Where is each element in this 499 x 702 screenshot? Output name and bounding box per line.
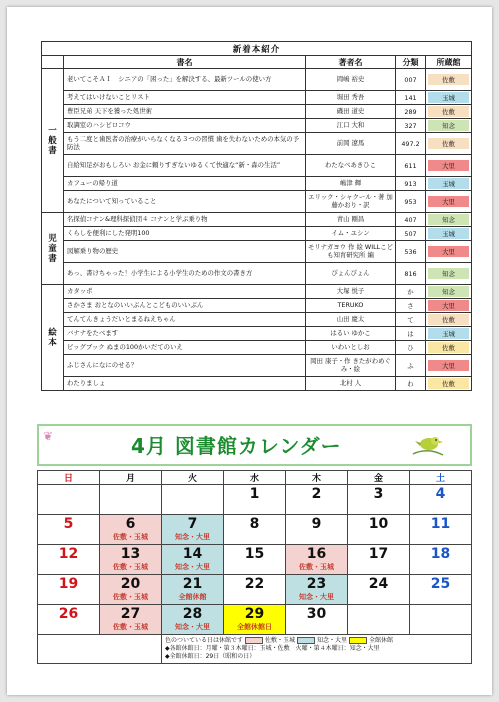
closure-note: 佐敷・玉城 — [113, 533, 148, 541]
class-header: 分類 — [396, 56, 426, 69]
book-class: さ — [396, 299, 426, 313]
day-number: 2 — [311, 486, 322, 502]
calendar-grid — [37, 470, 472, 664]
day-number: 8 — [249, 516, 260, 532]
location-badge: 知念 — [428, 214, 469, 225]
book-row — [42, 241, 472, 263]
book-title: 取調室のハシビロコウ — [64, 119, 306, 133]
day-number: 30 — [306, 606, 327, 622]
calendar-day — [162, 605, 224, 635]
book-title: 豊臣兄弟 天下を獲った処世術 — [64, 105, 306, 119]
book-title: くらしを便利にした発明100 — [64, 227, 306, 241]
day-number: 7 — [187, 516, 198, 532]
flyer-page — [7, 7, 492, 695]
legend-pink-label: 佐敷・玉城 — [265, 637, 296, 644]
location-badge: 大里 — [428, 196, 469, 207]
book-author: 大塚 悦子 — [306, 285, 396, 299]
book-class: 497.2 — [396, 133, 426, 155]
category-label-text: 一般書 — [48, 125, 57, 156]
day-number: 4 — [435, 486, 446, 502]
location-badge: 佐敷 — [428, 378, 469, 389]
bird-icon — [411, 434, 445, 456]
book-location — [426, 227, 472, 241]
book-row — [42, 191, 472, 213]
closure-note: 全館休館 — [178, 593, 207, 601]
closure-note: 知念・大里 — [175, 533, 210, 541]
closure-note: 知念・大里 — [175, 623, 210, 631]
book-location — [426, 377, 472, 391]
location-badge: 大里 — [428, 360, 469, 371]
book-class: 816 — [396, 263, 426, 285]
book-location — [426, 327, 472, 341]
book-author: ぴょんぴょん — [306, 263, 396, 285]
legend-line-1: ◆各館休館日：月曜・第３木曜日：玉城・佐敷 火曜・第４木曜日：知念・大里 — [165, 645, 380, 652]
book-location — [426, 191, 472, 213]
calendar-day — [38, 515, 100, 545]
book-title: あなたについて知っていること — [64, 191, 306, 213]
book-location — [426, 341, 472, 355]
day-number: 19 — [58, 576, 79, 592]
day-number: 21 — [182, 576, 203, 592]
book-row — [42, 341, 472, 355]
closure-note: 佐敷・玉城 — [113, 623, 148, 631]
calendar-day — [162, 575, 224, 605]
book-author: 前岡 遼馬 — [306, 133, 396, 155]
calendar-day — [410, 575, 472, 605]
book-row — [42, 313, 472, 327]
book-title: 名探偵コナン&理科探偵団４ コナンと学ぶ乗り物 — [64, 213, 306, 227]
legend-lead: 色のついている日は休館です — [165, 637, 244, 644]
location-badge: 玉城 — [428, 328, 469, 339]
weekday-header: 水 — [224, 471, 286, 485]
location-badge: 大里 — [428, 160, 469, 171]
calendar-day — [162, 545, 224, 575]
calendar-header — [37, 424, 472, 466]
day-number: 11 — [430, 516, 451, 532]
day-number: 12 — [58, 546, 79, 562]
book-location — [426, 299, 472, 313]
calendar-day — [348, 485, 410, 515]
day-number: 5 — [63, 516, 74, 532]
calendar-day — [224, 485, 286, 515]
legend-swatch-yellow — [349, 637, 367, 644]
day-number: 3 — [373, 486, 384, 502]
legend-line-2: ◆全館休館日：29日（昭和の日） — [165, 653, 256, 660]
calendar-day — [410, 605, 472, 635]
book-location — [426, 213, 472, 227]
weekday-header: 土 — [410, 471, 472, 485]
book-location — [426, 263, 472, 285]
location-badge: 玉城 — [428, 92, 469, 103]
book-row — [42, 377, 472, 391]
day-number: 6 — [125, 516, 136, 532]
location-badge: 佐敷 — [428, 138, 469, 149]
closure-note: 知念・大里 — [175, 563, 210, 571]
calendar-day — [224, 575, 286, 605]
book-title: 考えてはいけないことリスト — [64, 91, 306, 105]
section-title: 新着本紹介 — [42, 42, 472, 56]
calendar-day — [100, 575, 162, 605]
book-row — [42, 69, 472, 91]
calendar-day — [286, 545, 348, 575]
book-row — [42, 155, 472, 177]
calendar-day — [286, 515, 348, 545]
weekday-header: 月 — [100, 471, 162, 485]
calendar-day — [162, 515, 224, 545]
book-row — [42, 91, 472, 105]
day-number: 29 — [244, 606, 265, 622]
calendar-day — [348, 545, 410, 575]
book-title: ビッグブック ぬまの100かいだてのいえ — [64, 341, 306, 355]
calendar-day — [38, 575, 100, 605]
location-badge: 佐敷 — [428, 106, 469, 117]
book-row — [42, 213, 472, 227]
book-row — [42, 133, 472, 155]
calendar-day — [348, 515, 410, 545]
calendar-day — [224, 545, 286, 575]
book-row — [42, 299, 472, 313]
location-badge: 大里 — [428, 300, 469, 311]
book-location — [426, 313, 472, 327]
book-title: わたりましょ — [64, 377, 306, 391]
calendar-day — [38, 545, 100, 575]
closure-note: 佐敷・玉城 — [113, 563, 148, 571]
calendar-day — [410, 485, 472, 515]
calendar-title: 4月 図書館カレンダー — [131, 434, 342, 458]
book-class: て — [396, 313, 426, 327]
book-class: ふ — [396, 355, 426, 377]
book-class: 507 — [396, 227, 426, 241]
category-label — [42, 213, 64, 285]
weekday-header: 木 — [286, 471, 348, 485]
book-author: モリナガヨウ 作 絵 WILLこども知育研究所 編 — [306, 241, 396, 263]
book-author: 北村 人 — [306, 377, 396, 391]
book-title: 自給知足がおもしろい お金に頼りすぎないゆるくて快適な“新・森の生活” — [64, 155, 306, 177]
book-class: 407 — [396, 213, 426, 227]
day-number: 26 — [58, 606, 79, 622]
book-author: 岡田 康子・作 きたがわめぐみ・絵 — [306, 355, 396, 377]
book-location — [426, 91, 472, 105]
book-class: 611 — [396, 155, 426, 177]
legend-swatch-teal — [297, 637, 315, 644]
library-calendar — [37, 424, 472, 666]
location-badge: 知念 — [428, 268, 469, 279]
book-class: か — [396, 285, 426, 299]
book-class: 953 — [396, 191, 426, 213]
calendar-day — [162, 485, 224, 515]
book-location — [426, 133, 472, 155]
book-author: 嶋津 輝 — [306, 177, 396, 191]
closure-note: 全館休館日 — [237, 623, 272, 631]
legend-yellow-label: 全館休館 — [369, 637, 394, 644]
book-row — [42, 227, 472, 241]
location-header: 所蔵館 — [426, 56, 472, 69]
book-class: は — [396, 327, 426, 341]
book-author: わたなべあきひこ — [306, 155, 396, 177]
legend-spacer — [38, 635, 162, 664]
day-number: 27 — [120, 606, 141, 622]
book-author: TERUKO — [306, 299, 396, 313]
day-number: 24 — [368, 576, 389, 592]
day-number: 10 — [368, 516, 389, 532]
calendar-day — [410, 545, 472, 575]
day-number: 20 — [120, 576, 141, 592]
book-title: カフューの帰り道 — [64, 177, 306, 191]
day-number: 15 — [244, 546, 265, 562]
book-title: バナナをたべます — [64, 327, 306, 341]
book-author: 岡嶋 裕史 — [306, 69, 396, 91]
calendar-day — [410, 515, 472, 545]
book-author: いわいとしお — [306, 341, 396, 355]
book-row — [42, 177, 472, 191]
day-number: 1 — [249, 486, 260, 502]
book-row — [42, 285, 472, 299]
calendar-day — [100, 605, 162, 635]
book-row — [42, 263, 472, 285]
day-number: 17 — [368, 546, 389, 562]
book-class: わ — [396, 377, 426, 391]
book-row — [42, 327, 472, 341]
category-label — [42, 285, 64, 391]
calendar-day — [348, 575, 410, 605]
category-label-text: 児童書 — [48, 233, 57, 264]
location-badge: 大里 — [428, 246, 469, 257]
new-books-table — [41, 41, 472, 391]
book-title: 老いてこそＡＩ シニアの「困った」を解決する、最新ツールの使い方 — [64, 69, 306, 91]
location-badge: 玉城 — [428, 228, 469, 239]
location-badge: 佐敷 — [428, 342, 469, 353]
book-class: 141 — [396, 91, 426, 105]
title-header: 書名 — [64, 56, 306, 69]
calendar-day — [100, 545, 162, 575]
book-location — [426, 69, 472, 91]
calendar-day — [100, 485, 162, 515]
book-title: さかさま おとなのいいぶんとこどものいいぶん — [64, 299, 306, 313]
calendar-day — [100, 515, 162, 545]
calendar-day — [38, 605, 100, 635]
location-badge: 佐敷 — [428, 74, 469, 85]
book-author: 江口 大和 — [306, 119, 396, 133]
book-author: はるい ゆかこ — [306, 327, 396, 341]
weekday-header: 日 — [38, 471, 100, 485]
flourish-icon: ❦ — [43, 429, 54, 443]
category-label-text: 絵本 — [48, 327, 57, 348]
book-row — [42, 119, 472, 133]
book-class: 327 — [396, 119, 426, 133]
location-badge: 佐敷 — [428, 314, 469, 325]
book-title: ふじさんになにのせる？ — [64, 355, 306, 377]
book-author: 堀田 秀吾 — [306, 91, 396, 105]
location-badge: 知念 — [428, 286, 469, 297]
book-class: 289 — [396, 105, 426, 119]
category-header — [42, 56, 64, 69]
book-class: 536 — [396, 241, 426, 263]
day-number: 16 — [306, 546, 327, 562]
book-title: あっ、書けちゃった！小学生による小学生のための作文の書き方 — [64, 263, 306, 285]
weekday-header: 火 — [162, 471, 224, 485]
calendar-day — [224, 605, 286, 635]
closure-note: 佐敷・玉城 — [113, 593, 148, 601]
calendar-day — [38, 485, 100, 515]
book-title: 図解乗り物の歴史 — [64, 241, 306, 263]
category-label — [42, 69, 64, 213]
book-author: 青山 剛昌 — [306, 213, 396, 227]
author-header: 著者名 — [306, 56, 396, 69]
book-title: もう二度と歯医者の治療がいらなくなる３つの習慣 歯を失わないための本気の予防法 — [64, 133, 306, 155]
closure-note: 知念・大里 — [299, 593, 334, 601]
location-badge: 知念 — [428, 120, 469, 131]
calendar-day — [348, 605, 410, 635]
day-number: 28 — [182, 606, 203, 622]
book-location — [426, 241, 472, 263]
day-number: 9 — [311, 516, 322, 532]
book-author: イム・ユシン — [306, 227, 396, 241]
legend-teal-label: 知念・大里 — [317, 637, 348, 644]
book-location — [426, 285, 472, 299]
calendar-day — [286, 575, 348, 605]
book-class: ひ — [396, 341, 426, 355]
book-location — [426, 355, 472, 377]
book-author: エリック・シャクール・著 加藤かおり・訳 — [306, 191, 396, 213]
location-badge: 玉城 — [428, 178, 469, 189]
weekday-header: 金 — [348, 471, 410, 485]
legend-swatch-pink — [245, 637, 263, 644]
book-row — [42, 355, 472, 377]
book-class: 913 — [396, 177, 426, 191]
day-number: 18 — [430, 546, 451, 562]
calendar-day — [286, 485, 348, 515]
book-author: 磯田 道史 — [306, 105, 396, 119]
calendar-day — [286, 605, 348, 635]
book-location — [426, 177, 472, 191]
day-number: 14 — [182, 546, 203, 562]
closure-note: 佐敷・玉城 — [299, 563, 334, 571]
book-location — [426, 119, 472, 133]
book-row — [42, 105, 472, 119]
day-number: 23 — [306, 576, 327, 592]
book-title: カタッポ — [64, 285, 306, 299]
book-location — [426, 105, 472, 119]
book-class: 007 — [396, 69, 426, 91]
day-number: 25 — [430, 576, 451, 592]
book-location — [426, 155, 472, 177]
day-number: 22 — [244, 576, 265, 592]
calendar-day — [224, 515, 286, 545]
book-author: 山田 慶太 — [306, 313, 396, 327]
book-title: てんてんきょうだいとまるねえちゃん — [64, 313, 306, 327]
calendar-legend — [162, 635, 472, 664]
day-number: 13 — [120, 546, 141, 562]
